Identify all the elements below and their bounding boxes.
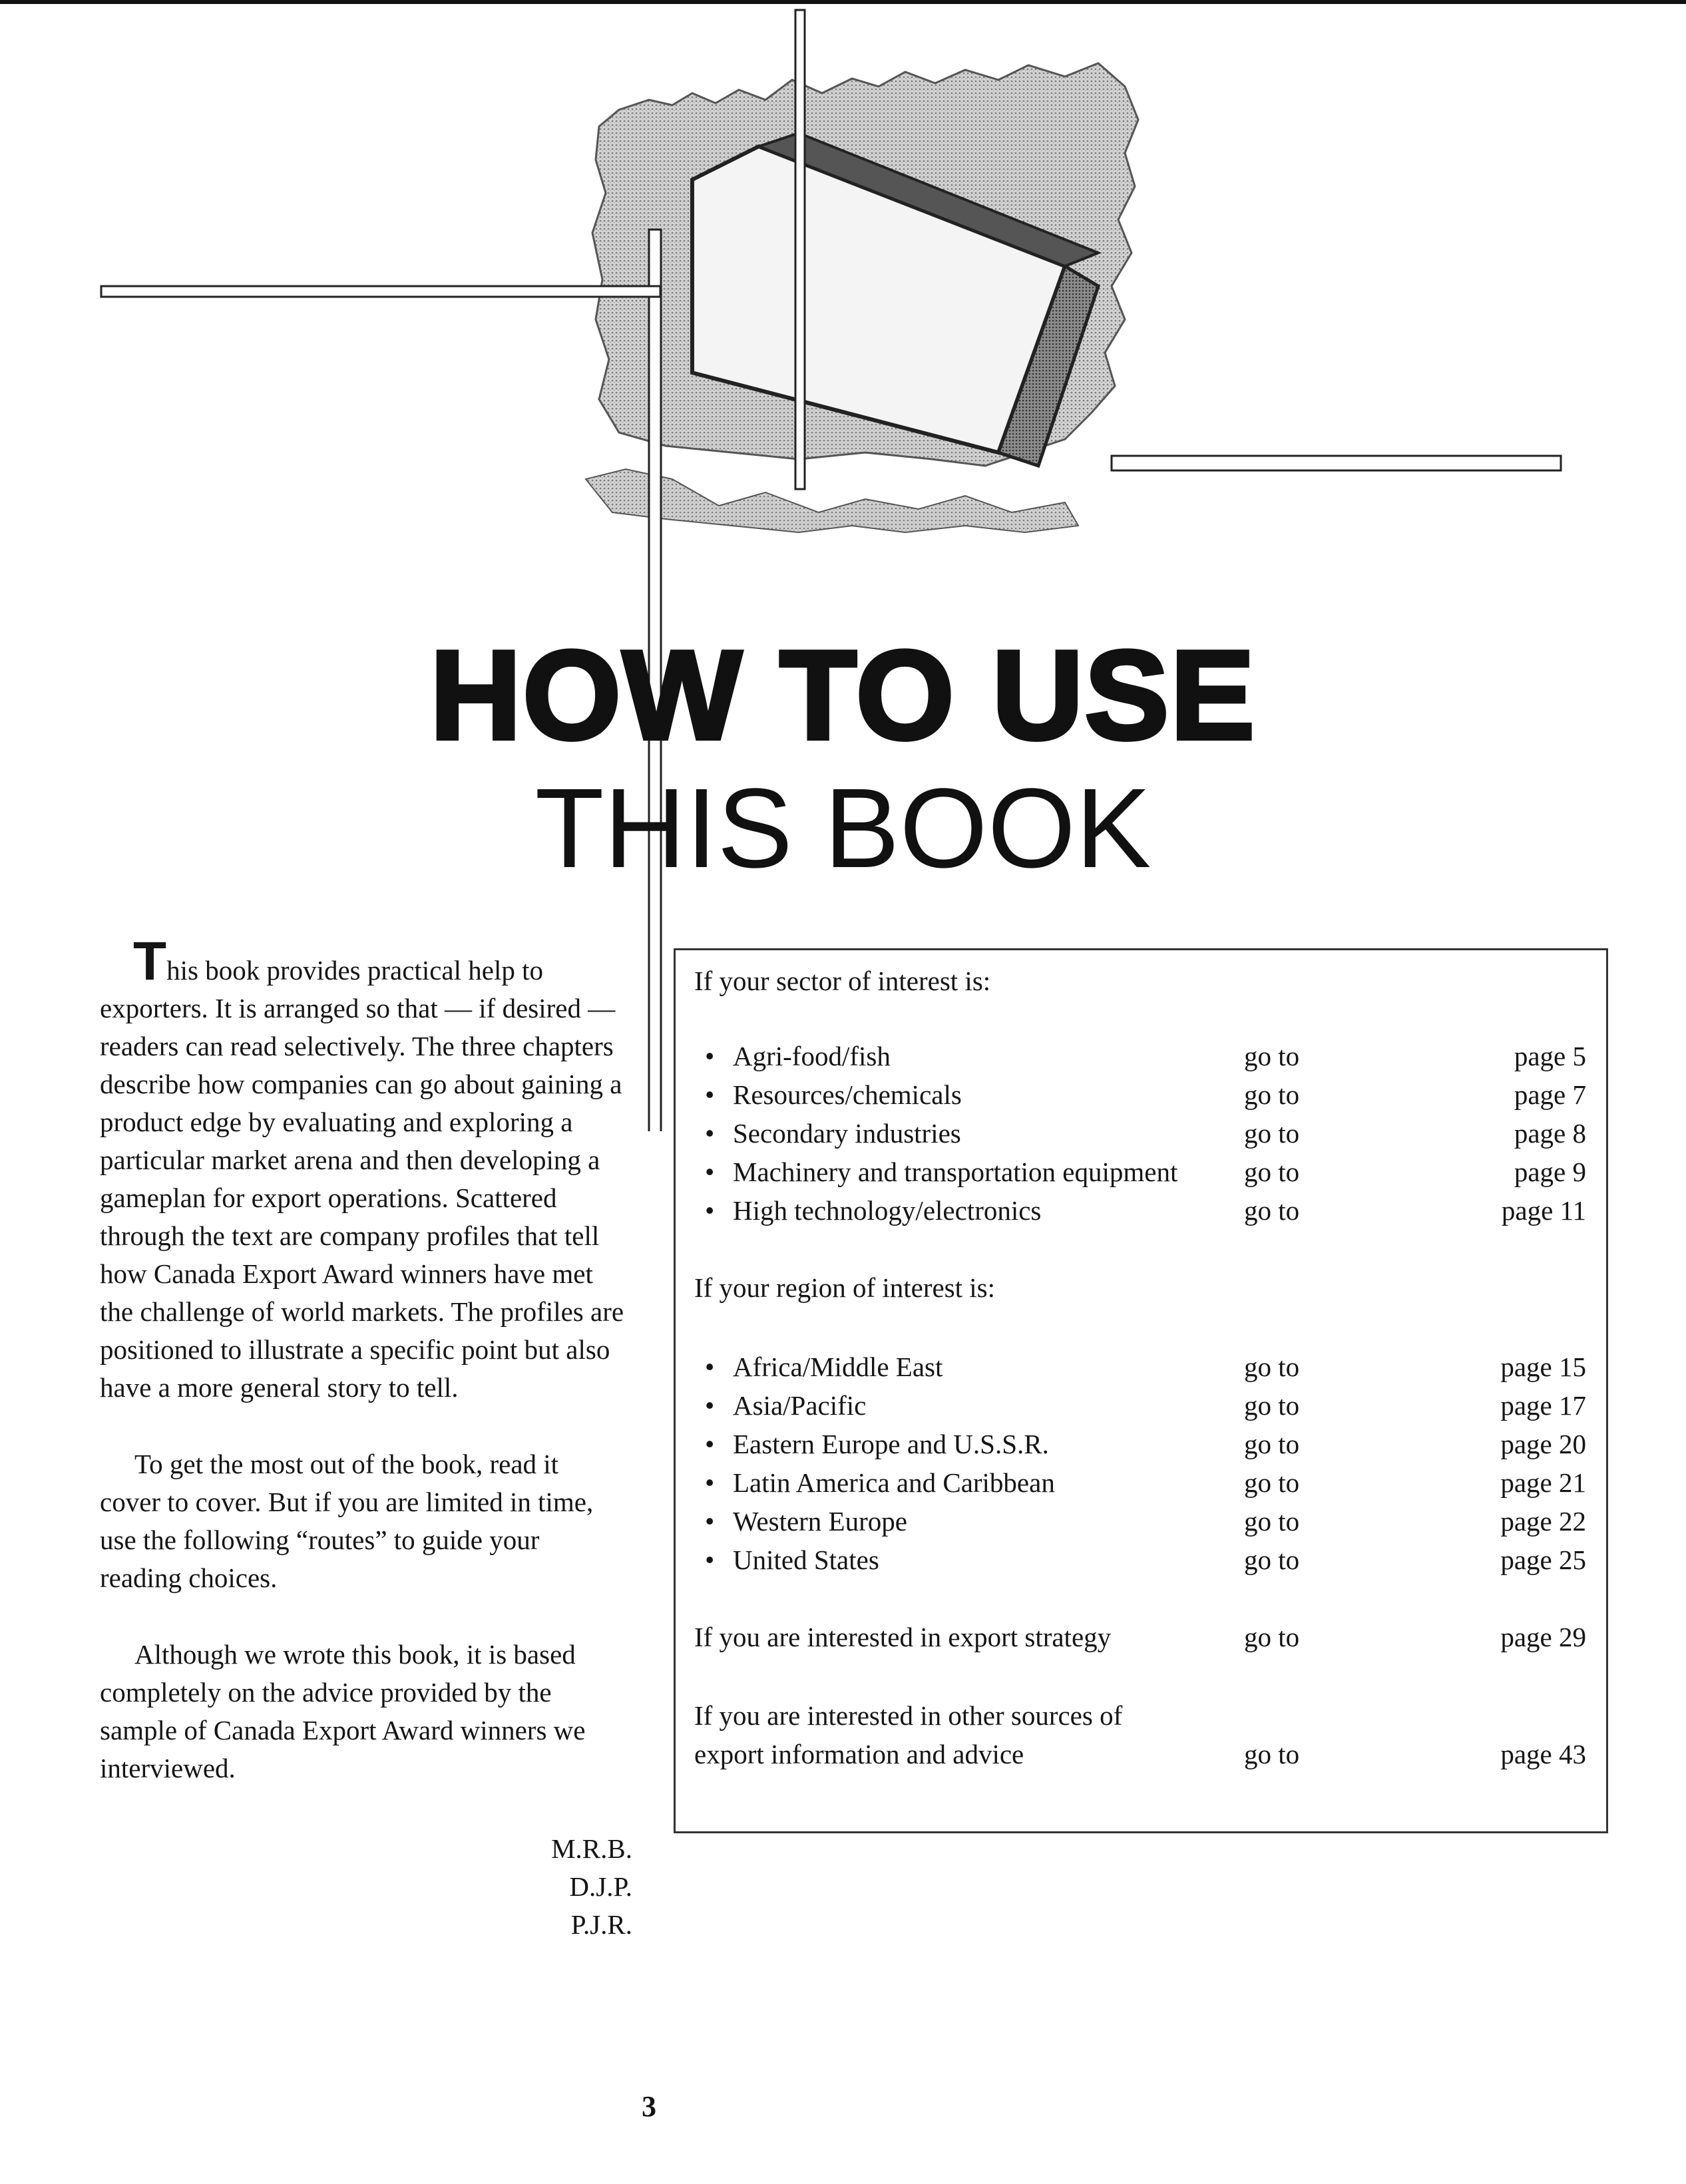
- route-label: Secondary industries: [733, 1118, 961, 1149]
- route-page: page 11: [1501, 1195, 1586, 1226]
- initials-2: D.J.P.: [569, 1871, 632, 1902]
- bullet: •: [705, 1352, 715, 1382]
- bullet: •: [705, 1195, 715, 1226]
- bullet: •: [705, 1390, 715, 1421]
- route-goto: go to: [1244, 1545, 1300, 1575]
- route-goto: go to: [1244, 1118, 1300, 1149]
- route-row: [694, 1153, 1586, 1191]
- route-label: Asia/Pacific: [733, 1390, 867, 1421]
- route-page: page 15: [1500, 1352, 1586, 1382]
- route-row: [694, 1348, 1586, 1386]
- route-page: page 8: [1514, 1118, 1586, 1149]
- route-page: page 22: [1500, 1506, 1586, 1537]
- bullet: •: [705, 1041, 715, 1071]
- route-row: [694, 1502, 1586, 1541]
- reading-routes-box: [674, 948, 1608, 1833]
- author-initials: [519, 1830, 632, 1944]
- route-label: Agri-food/fish: [733, 1041, 891, 1071]
- route-page: page 25: [1500, 1545, 1586, 1575]
- route-goto: go to: [1244, 1622, 1300, 1652]
- route-page: page 5: [1514, 1041, 1586, 1071]
- route-row: [694, 1386, 1586, 1425]
- route-row-sources-line1: [694, 1696, 1586, 1735]
- route-page: page 17: [1500, 1390, 1586, 1421]
- intro-paragraph-2: To get the most out of the book, read it cover to cover. But if you are limited in time, use the following “routes” to guide your reading choices.: [100, 1449, 594, 1593]
- route-label: Eastern Europe and U.S.S.R.: [733, 1429, 1049, 1459]
- route-label: Resources/chemicals: [733, 1079, 962, 1110]
- route-label: Africa/Middle East: [733, 1352, 943, 1382]
- intro-paragraph-3: Although we wrote this book, it is based completely on the advice provided by the sample of Canada Export Award winners we interviewed.: [100, 1639, 586, 1783]
- intro-text: [100, 931, 626, 1826]
- route-page: page 21: [1500, 1467, 1586, 1498]
- route-goto: go to: [1244, 1079, 1300, 1110]
- route-row: [694, 1541, 1586, 1579]
- route-page: page 29: [1500, 1622, 1586, 1652]
- route-goto: go to: [1244, 1352, 1300, 1382]
- route-page: page 7: [1514, 1079, 1586, 1110]
- intro-paragraph-1-text: his book provides practical help to exporters. It is arranged so that — if desired — readers can read selectively. The three chapters describe how companies can go about gaining a product edge by evaluating and exploring a particular market arena and then developing a gameplan for export operations. Scattered through the text are company profiles that tell how Canada Export Award winners have met the challenge of world markets. The profiles are positioned to illustrate a specific point but also have a more general story to tell.: [100, 955, 624, 1403]
- title-this-book: THIS BOOK: [534, 765, 1152, 892]
- route-goto: go to: [1244, 1429, 1300, 1459]
- bullet: •: [705, 1545, 715, 1575]
- bullet: •: [705, 1118, 715, 1149]
- route-row: [694, 1114, 1586, 1153]
- bullet: •: [705, 1157, 715, 1187]
- route-goto: go to: [1244, 1739, 1300, 1769]
- horizontal-rule-left: [101, 286, 660, 297]
- region-heading: If your region of interest is:: [694, 1272, 996, 1303]
- route-label: Latin America and Caribbean: [733, 1467, 1055, 1498]
- route-label: export information and advice: [694, 1739, 1024, 1769]
- route-row-sources: [694, 1735, 1586, 1773]
- route-goto: go to: [1244, 1467, 1300, 1498]
- route-row-strategy: [694, 1618, 1586, 1656]
- initials-3: P.J.R.: [570, 1909, 632, 1940]
- title-how-to-use: HOW TO USE: [430, 625, 1256, 766]
- route-label: Machinery and transportation equipment: [733, 1157, 1178, 1187]
- route-page: page 9: [1514, 1157, 1586, 1187]
- route-goto: go to: [1244, 1041, 1300, 1071]
- route-row: [694, 1425, 1586, 1463]
- route-goto: go to: [1244, 1195, 1300, 1226]
- route-row: [694, 1075, 1586, 1114]
- route-label: High technology/electronics: [733, 1195, 1042, 1226]
- route-goto: go to: [1244, 1157, 1300, 1187]
- bullet: •: [705, 1506, 715, 1537]
- route-goto: go to: [1244, 1390, 1300, 1421]
- route-page: page 20: [1500, 1429, 1586, 1459]
- route-row: [694, 1463, 1586, 1502]
- drop-cap: T: [133, 931, 167, 992]
- route-row: [694, 1037, 1586, 1075]
- bullet: •: [705, 1429, 715, 1459]
- route-goto: go to: [1244, 1506, 1300, 1537]
- horizontal-rule-right: [1112, 456, 1561, 470]
- sector-heading: If your sector of interest is:: [694, 966, 991, 996]
- initials-1: M.R.B.: [551, 1833, 632, 1864]
- bullet: •: [705, 1079, 715, 1110]
- route-page: page 43: [1500, 1739, 1586, 1769]
- route-row: [694, 1191, 1586, 1230]
- route-label: If you are interested in other sources of: [694, 1700, 1123, 1731]
- bullet: •: [705, 1467, 715, 1498]
- route-label: If you are interested in export strategy: [694, 1622, 1112, 1652]
- intro-paragraph-1: [100, 931, 626, 1407]
- page-number: 3: [642, 2090, 656, 2123]
- route-label: United States: [733, 1545, 879, 1575]
- vertical-rule-top: [795, 10, 805, 489]
- route-label: Western Europe: [733, 1506, 907, 1537]
